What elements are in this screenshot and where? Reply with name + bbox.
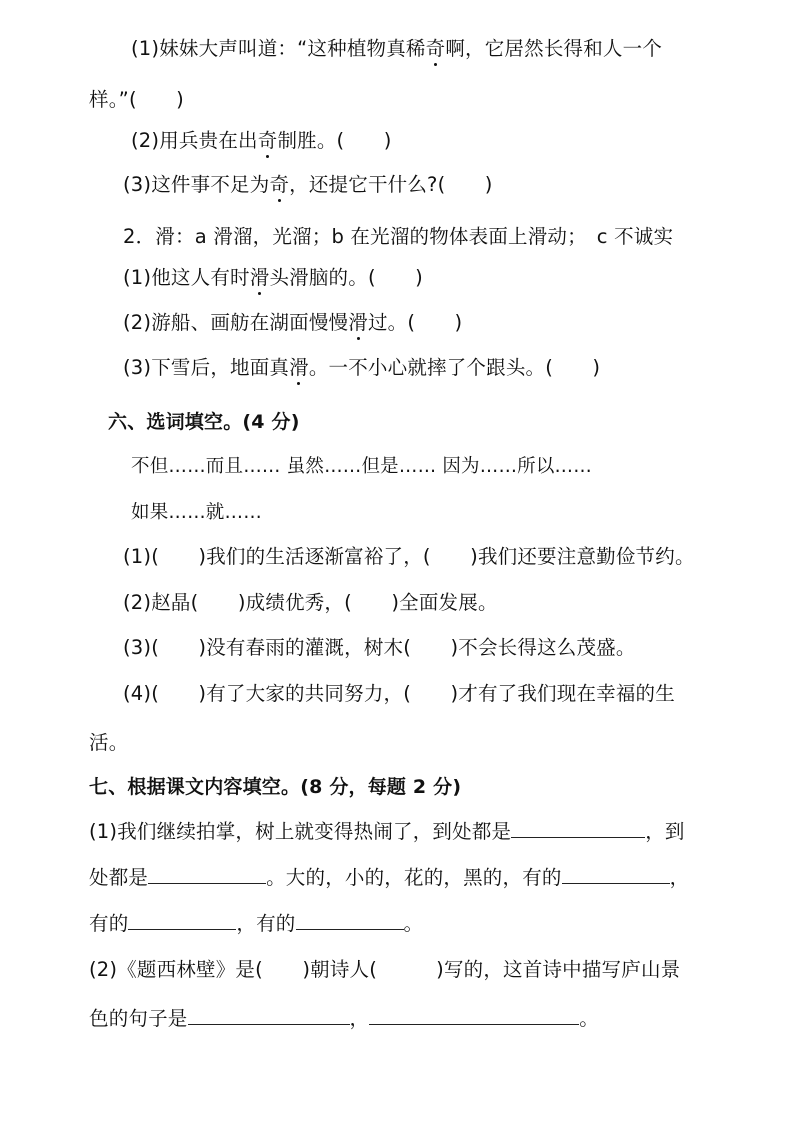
section6-word-bank-2: 如果……就……	[131, 502, 262, 523]
section7-item1-text-f: 有的	[89, 912, 129, 935]
q1-item3	[123, 172, 493, 198]
q2-item2-text-b: 过。( )	[367, 311, 463, 334]
q1-item1-marked-char: 奇	[425, 37, 446, 60]
section7-item1-text-c: 处都是	[89, 866, 149, 889]
section7-item2-text-b: 色的句子是	[89, 1007, 188, 1030]
q1-item3-text-b: ，还提它干什么?( )	[289, 173, 493, 196]
section7-item1-text-e: ，	[669, 866, 690, 889]
q1-item1	[131, 36, 662, 62]
section6-item2: (2)赵晶( )成绩优秀，( )全面发展。	[123, 591, 498, 614]
section7-item1-line2	[89, 865, 689, 891]
q2-item3-text-b: 。一不小心就摔了个跟头。( )	[308, 356, 601, 379]
section6-item4: (4)( )有了大家的共同努力，( )才有了我们现在幸福的生	[123, 682, 675, 705]
q2-title: 2．滑：a 滑溜，光溜；b 在光溜的物体表面上滑动； c 不诚实	[123, 225, 674, 248]
section7-item2-text-c: ，	[349, 1007, 370, 1030]
fill-blank[interactable]	[148, 865, 266, 884]
q1-item1-text-b: 啊，它居然长得和人一个	[445, 37, 663, 60]
q2-item3-text-a: (3)下雪后，地面真	[123, 356, 290, 379]
fill-blank[interactable]	[369, 1006, 579, 1025]
q2-item1-text-a: (1)他这人有时	[123, 266, 250, 289]
section6-heading: 六、选词填空。(4 分)	[108, 411, 300, 433]
q2-item3	[123, 355, 600, 381]
section6-word-bank-1: 不但……而且…… 虽然……但是…… 因为……所以……	[131, 456, 592, 477]
section7-item2-line1: (2)《题西林壁》是( )朝诗人( )写的，这首诗中描写庐山景	[89, 958, 681, 981]
section6-item1: (1)( )我们的生活逐渐富裕了，( )我们还要注意勤俭节约。	[123, 545, 695, 568]
q2-item1-marked-char: 滑	[249, 266, 270, 289]
q1-item1-text-a: (1)妹妹大声叫道：“这种植物真稀	[131, 37, 426, 60]
q1-item3-marked-char: 奇	[269, 173, 290, 196]
q2-item2	[123, 310, 462, 336]
q1-item1-continued: 样。”( )	[89, 88, 184, 111]
section7-item1-text-b: ，到	[645, 820, 685, 843]
q2-item3-marked-char: 滑	[289, 356, 309, 379]
fill-blank[interactable]	[296, 911, 404, 930]
section7-heading: 七、根据课文内容填空。(8 分，每题 2 分)	[89, 776, 462, 798]
fill-blank[interactable]	[128, 911, 236, 930]
section7-item2-line2	[89, 1006, 599, 1032]
q1-item2-text-b: 制胜。( )	[277, 129, 392, 152]
section7-item1-line3	[89, 911, 423, 937]
q2-item1-text-b: 头滑脑的。( )	[269, 266, 423, 289]
q2-item2-marked-char: 滑	[348, 311, 368, 334]
section6-item3: (3)( )没有春雨的灌溉，树木( )不会长得这么茂盛。	[123, 636, 636, 659]
q2-item2-text-a: (2)游船、画舫在湖面慢慢	[123, 311, 349, 334]
section7-item1-text-g: ，有的	[236, 912, 296, 935]
fill-blank[interactable]	[562, 865, 670, 884]
fill-blank[interactable]	[188, 1006, 350, 1025]
section7-item1-text-h: 。	[403, 912, 424, 935]
section7-item1-text-a: (1)我们继续拍掌，树上就变得热闹了，到处都是	[89, 820, 512, 843]
section7-item1-text-d: 。大的，小的，花的，黑的，有的	[266, 866, 562, 889]
q1-item3-text-a: (3)这件事不足为	[123, 173, 270, 196]
fill-blank[interactable]	[511, 819, 645, 838]
q2-item1	[123, 265, 423, 291]
section7-item1-line1	[89, 819, 685, 845]
q1-item2	[131, 128, 392, 154]
q1-item2-text-a: (2)用兵贵在出	[131, 129, 258, 152]
q1-item2-marked-char: 奇	[257, 129, 278, 152]
section6-item4-continued: 活。	[89, 731, 129, 754]
section7-item2-text-d: 。	[579, 1007, 599, 1030]
